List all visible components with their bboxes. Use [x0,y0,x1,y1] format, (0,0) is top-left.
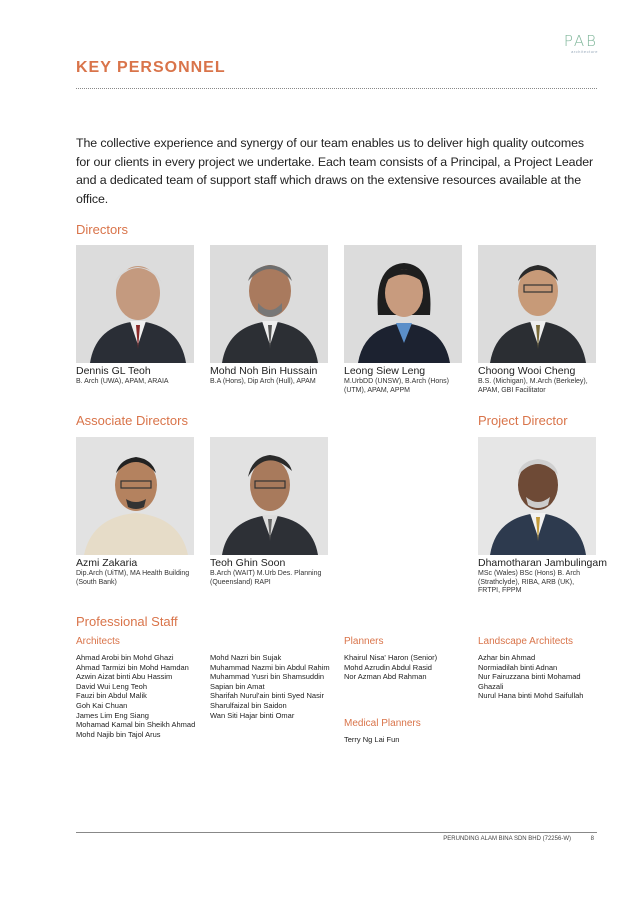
list-item: Terry Ng Lai Fun [344,735,400,744]
person-name: Mohd Noh Bin Hussain [210,365,318,377]
person-name: Azmi Zakaria [76,557,138,569]
footer-divider [76,832,597,833]
portrait-photo [76,437,194,555]
director-card [210,245,330,387]
intro-paragraph: The collective experience and synergy of our team enables us to deliver high quality outcomes for our clients in every project we undertake. Each team consists of a Principal, a Project Leader and a dedicated team of support staff which draws on the extensive resources available at the office. [76,136,594,206]
list-item: Sharulfaizal bin Saidon [210,700,287,710]
director-card [344,245,464,395]
logo-mark: PAB [563,32,598,50]
person-qualifications: B.Arch (WAIT) M.Urb Des. Planning (Queensland) RAPI [210,570,322,586]
person-name: Dennis GL Teoh [76,365,151,377]
subsection-landscape-architects: Landscape Architects [478,636,574,647]
list-item: Nur Fairuzzana binti Mohamad [478,672,581,682]
portrait-photo [76,245,194,363]
associate-director-card [210,437,330,587]
list-item: James Lim Eng Siang [76,710,149,720]
architects-list-col1 [76,653,195,739]
portrait-photo [344,245,462,363]
director-card [76,245,196,387]
list-item: Nor Azman Abd Rahman [344,672,427,682]
person-name: Dhamotharan Jambulingam [478,557,607,569]
list-item: Muhammad Nazmi bin Abdul Rahim [210,662,330,672]
section-directors: Directors [76,222,129,237]
list-item: Sharifah Nurul'ain binti Syed Nasir [210,691,324,701]
list-item: Nurul Hana binti Mohd Saifullah [478,691,584,701]
list-item: Mohd Azrudin Abdul Rasid [344,662,432,672]
list-item: Sapian bin Amat [210,681,265,691]
list-item: David Wui Leng Teoh [76,681,148,691]
associate-director-card [76,437,196,587]
portrait-photo [478,245,596,363]
logo-subtitle: architecture [571,49,598,54]
person-qualifications: B.A (Hons), Dip Arch (Hull), APAM [210,378,316,385]
title-divider [76,88,597,89]
person-qualifications: B.S. (Michigan), M.Arch (Berkeley), APAM, GBI Facilitator [478,378,588,394]
landscape-architects-list [478,653,583,701]
person-qualifications: B. Arch (UWA), APAM, ARAIA [76,378,169,385]
person-qualifications: MSc (Wales) BSc (Hons) B. Arch (Strathclyde), RIBA, ARB (UK), FRTPI, FPPM [478,570,581,594]
person-name: Leong Siew Leng [344,365,426,377]
list-item: Azwin Aizat binti Abu Hassim [76,672,173,682]
footer-company: PERUNDING ALAM BINA SDN BHD (72256-W) [443,836,571,842]
list-item: Azhar bin Ahmad [478,653,536,662]
list-item: Wan Siti Hajar binti Omar [210,710,295,720]
list-item: Ahmad Tarmizi bin Mohd Hamdan [76,662,189,672]
section-associate-directors: Associate Directors [76,413,188,428]
portrait-photo [478,437,596,555]
list-item: Mohamad Kamal bin Sheikh Ahmad [76,720,196,730]
project-director-card [478,437,607,596]
list-item: Mohd Nazri bin Sujak [210,653,282,662]
planners-list [344,653,437,682]
portrait-photo [210,245,328,363]
page-number: 8 [590,836,594,842]
subsection-architects: Architects [76,636,120,647]
company-logo [564,34,598,54]
medical-planners-list [344,735,399,745]
section-professional-staff: Professional Staff [76,614,178,629]
architects-list-col2 [210,653,330,720]
list-item: Khairul Nisa' Haron (Senior) [344,653,438,662]
page-title: KEY PERSONNEL [76,59,226,76]
list-item: Muhammad Yusri bin Shamsuddin [210,672,325,682]
person-name: Choong Wooi Cheng [478,365,576,377]
page-footer [443,836,594,842]
list-item: Normiadilah binti Adnan [478,662,558,672]
section-project-director: Project Director [478,413,568,428]
portrait-photo [210,437,328,555]
subsection-planners: Planners [344,636,384,647]
person-name: Teoh Ghin Soon [210,557,286,569]
director-card [478,245,598,395]
person-qualifications: M.UrbDD (UNSW), B.Arch (Hons) (UTM), APAM, APPM [344,378,450,394]
list-item: Mohd Najib bin Tajol Arus [76,729,161,739]
person-qualifications: Dip.Arch (UiTM), MA Health Building (South Bank) [76,570,190,586]
list-item: Goh Kai Chuan [76,700,128,710]
list-item: Ghazali [478,681,504,691]
list-item: Ahmad Arobi bin Mohd Ghazi [76,653,174,662]
list-item: Fauzi bin Abdul Malik [76,691,147,701]
subsection-medical-planners: Medical Planners [344,718,421,729]
